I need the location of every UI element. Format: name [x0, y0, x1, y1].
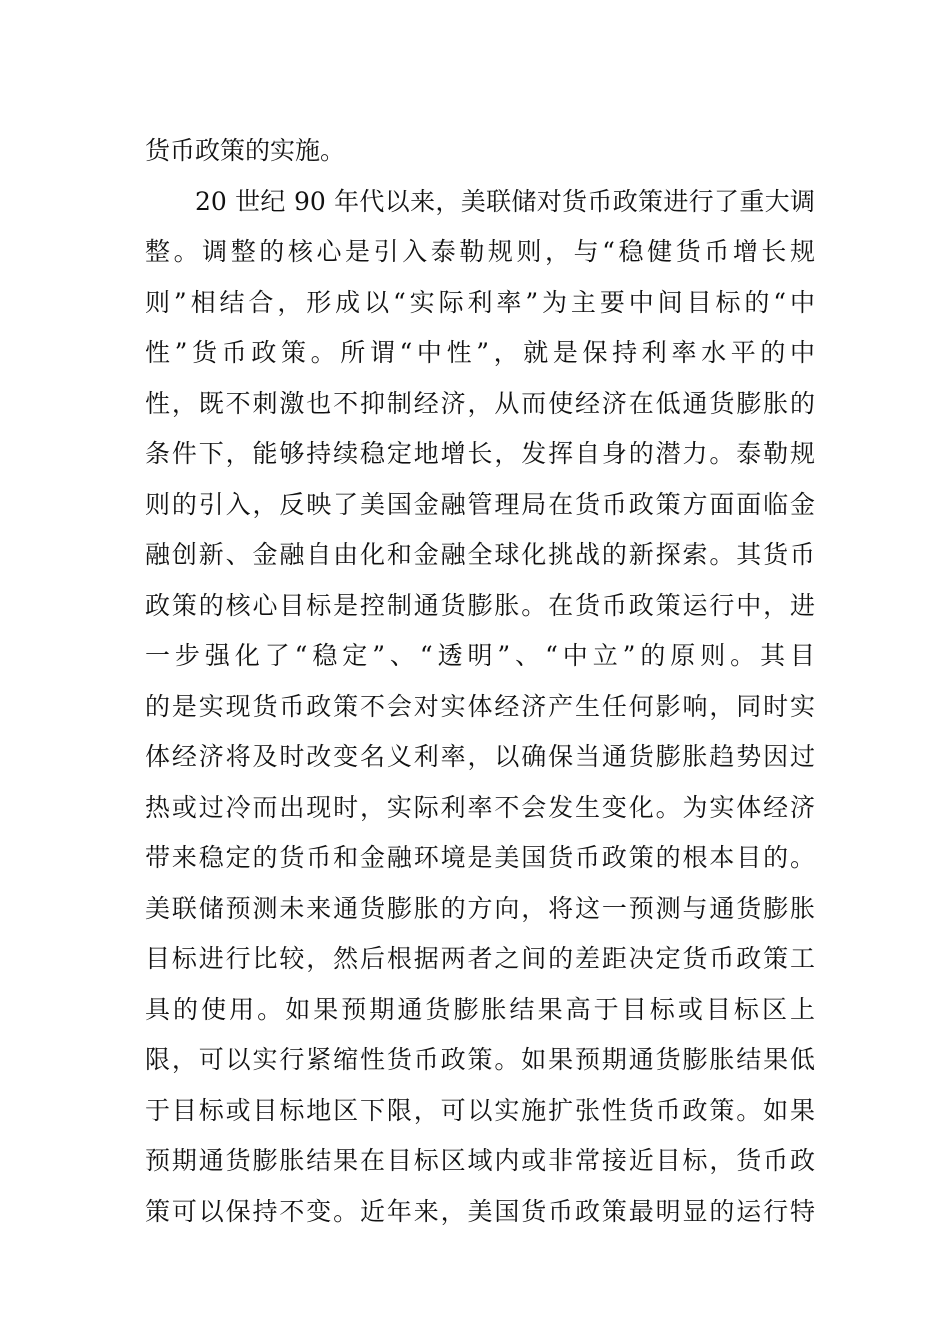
text-line: 则”相结合，形成以“实际利率”为主要中间目标的“中 — [145, 287, 815, 317]
body-text — [145, 126, 815, 1237]
text-line: 性，既不刺激也不抑制经济，从而使经济在低通货膨胀的 — [145, 388, 815, 418]
text-line: 融创新、金融自由化和金融全球化挑战的新探索。其货币 — [145, 540, 815, 569]
text-line: 整。调整的核心是引入泰勒规则，与“稳健货币增长规 — [145, 237, 815, 266]
text-line: 目标进行比较，然后根据两者之间的差距决定货币政策工 — [145, 944, 815, 973]
text-line: 限，可以实行紧缩性货币政策。如果预期通货膨胀结果低 — [145, 1045, 815, 1074]
text-line: 一步强化了“稳定”、“透明”、“中立”的原则。其目 — [145, 641, 815, 670]
text-line: 条件下，能够持续稳定地增长，发挥自身的潜力。泰勒规 — [145, 439, 815, 468]
text-line: 具的使用。如果预期通货膨胀结果高于目标或目标区上 — [145, 994, 815, 1024]
text-line: 则的引入，反映了美国金融管理局在货币政策方面面临金 — [145, 489, 815, 519]
text-line: 体经济将及时改变名义利率，以确保当通货膨胀趋势因过 — [145, 742, 815, 771]
text-line: 性”货币政策。所谓“中性”，就是保持利率水平的中 — [145, 338, 815, 367]
text-line: 于目标或目标地区下限，可以实施扩张性货币政策。如果 — [145, 1095, 815, 1125]
text-line: 的是实现货币政策不会对实体经济产生任何影响，同时实 — [145, 691, 815, 721]
paragraph-first-line: 20 世纪 90 年代以来，美联储对货币政策进行了重大调 — [195, 186, 815, 216]
text-line: 策可以保持不变。近年来，美国货币政策最明显的运行特 — [145, 1196, 815, 1226]
text-line: 预期通货膨胀结果在目标区域内或非常接近目标，货币政 — [145, 1146, 815, 1175]
text-line: 带来稳定的货币和金融环境是美国货币政策的根本目的。 — [145, 843, 815, 872]
text-line: 政策的核心目标是控制通货膨胀。在货币政策运行中，进 — [145, 590, 815, 620]
text-line: 美联储预测未来通货膨胀的方向，将这一预测与通货膨胀 — [145, 893, 815, 923]
text-line: 货币政策的实施。 — [145, 136, 346, 165]
text-line: 热或过冷而出现时，实际利率不会发生变化。为实体经济 — [145, 792, 815, 822]
